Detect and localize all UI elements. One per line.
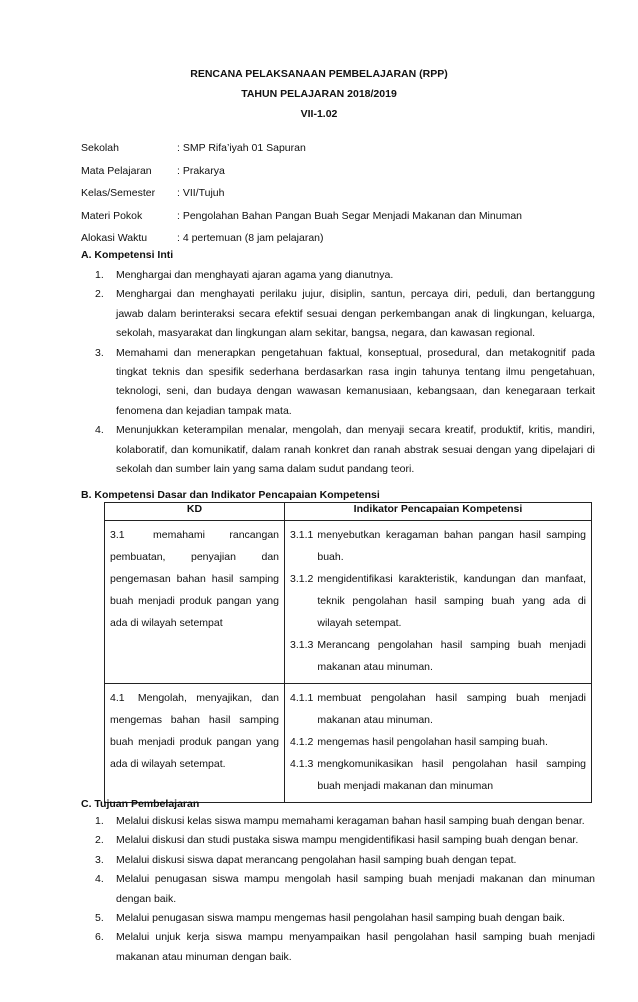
- info-row: [81, 141, 601, 164]
- document-code: VII-1.02: [300, 108, 338, 120]
- list-item: [95, 421, 595, 479]
- indicator-number: 4.1.3: [290, 758, 314, 770]
- list-item-number: 4.: [95, 424, 104, 437]
- kd-number: 4.1: [110, 692, 125, 704]
- indicator-number: 3.1.3: [290, 639, 314, 651]
- indicator-text: mengemas hasil pengolahan hasil samping buah.: [317, 736, 548, 748]
- info-value: : 4 pertemuan (8 jam pelajaran): [177, 232, 324, 244]
- info-row: [81, 186, 601, 209]
- kd-description: Mengolah, menyajikan, dan mengemas bahan hasil samping buah menjadi produk pangan yang ada di wilayah setempat.: [110, 692, 280, 770]
- list-item-number: 5.: [95, 912, 104, 925]
- indicator-text: menyebutkan keragaman bahan pangan hasil samping buah.: [317, 529, 586, 563]
- kompetensi-table: [104, 502, 592, 803]
- list-item-text: Menunjukkan keterampilan menalar, mengolah, dan menyaji secara kreatif, produktif, kritis, mandiri, kolaboratif, dan komunikatif, dalam ranah konkret dan ranah abstrak sesuai dengan yang dipelajari di sekolah dan sumber lain yang sama dalam sudut pandang teori.: [116, 424, 595, 476]
- kd-number: 3.1: [110, 529, 125, 541]
- list-item-number: 6.: [95, 931, 104, 944]
- list-item-number: 3.: [95, 853, 104, 866]
- column-header-indikator: Indikator Pencapaian Kompetensi: [285, 503, 592, 521]
- list-item-text: Melalui penugasan siswa mampu mengolah hasil samping buah menjadi makanan dan minuman dengan baik.: [116, 873, 595, 905]
- list-item-number: 3.: [95, 346, 104, 359]
- info-label: Kelas/Semester: [81, 187, 156, 199]
- indicator-number: 4.1.2: [290, 736, 314, 748]
- list-item: [95, 266, 595, 285]
- list-item: [95, 344, 595, 422]
- kd-text: [110, 524, 279, 634]
- section-title-kompetensi-inti: A. Kompetensi Inti: [81, 249, 174, 261]
- indicator-item: [290, 568, 586, 634]
- info-value: : Prakarya: [177, 164, 225, 177]
- list-item: [95, 831, 595, 850]
- info-row: [81, 164, 601, 187]
- list-item-number: 1.: [95, 269, 104, 281]
- indicator-text: membuat pengolahan hasil samping buah menjadi makanan atau minuman.: [317, 692, 586, 726]
- list-item-text: Melalui diskusi dan studi pustaka siswa mampu mengidentifikasi hasil samping buah dengan benar.: [116, 834, 579, 847]
- list-item: [95, 909, 595, 928]
- info-label: Mata Pelajaran: [81, 164, 152, 177]
- indicator-cell: [285, 521, 592, 684]
- info-label: Alokasi Waktu: [81, 232, 148, 244]
- list-item: [95, 285, 595, 343]
- table-row: [105, 521, 592, 684]
- kd-description: memahami rancangan pembuatan, penyajian dan pengemasan bahan hasil samping buah menjadi produk pangan yang ada di wilayah setempat: [110, 529, 279, 629]
- list-item-text: Melalui diskusi siswa dapat merancang pengolahan hasil samping buah dengan tepat.: [116, 853, 517, 866]
- indicator-text: mengidentifikasi karakteristik, kandungan dan manfaat, teknik pengolahan hasil samping buah yang ada di wilayah setempat.: [317, 573, 586, 629]
- indicator-text: Merancang pengolahan hasil samping buah menjadi makanan atau minuman.: [317, 639, 586, 673]
- indicator-item: [290, 753, 586, 797]
- kompetensi-inti-list: [95, 266, 595, 479]
- section-title-tujuan: C. Tujuan Pembelajaran: [81, 798, 200, 810]
- info-row: [81, 209, 601, 232]
- info-label: Materi Pokok: [81, 209, 143, 222]
- info-value: : Pengolahan Bahan Pangan Buah Segar Menjadi Makanan dan Minuman: [177, 209, 522, 222]
- indicator-item: [290, 634, 586, 678]
- list-item-text: Memahami dan menerapkan pengetahuan faktual, konseptual, prosedural, dan metakognitif pada tingkat teknis dan spesifik sederhana berdasarkan rasa ingin tahunya tentang ilmu pengetahuan, teknologi, seni, dan budaya dengan wawasan kemanusiaan, kebangsaan, dan kenegaraan terkait fenomena dan kejadian tampak mata.: [116, 346, 595, 417]
- kd-cell: [105, 521, 285, 684]
- list-item: [95, 928, 595, 967]
- list-item: [95, 851, 595, 870]
- tujuan-list: [95, 812, 595, 967]
- identity-block: [81, 141, 601, 254]
- list-item: [95, 870, 595, 909]
- indicator-number: 3.1.2: [290, 573, 314, 585]
- column-header-kd: KD: [105, 503, 285, 521]
- indicator-item: [290, 731, 586, 753]
- list-item-text: Melalui penugasan siswa mampu mengemas hasil pengolahan hasil samping buah dengan baik.: [116, 912, 565, 925]
- kd-text: [110, 687, 279, 775]
- list-item-number: 2.: [95, 834, 104, 847]
- info-value: : VII/Tujuh: [177, 187, 225, 199]
- indicator-number: 3.1.1: [290, 529, 314, 541]
- list-item-number: 2.: [95, 288, 104, 301]
- list-item-text: Menghargai dan menghayati perilaku jujur, disiplin, santun, percaya diri, peduli, dan bertanggung jawab dalam berinteraksi secara efektif sesuai dengan perkembangan anak di lingkungan, keluarga, sekolah, masyarakat dan lingkungan alam sekitar, bangsa, negara, dan kawasan regional.: [116, 288, 595, 340]
- list-item-number: 4.: [95, 873, 104, 886]
- info-value: : SMP Rifa’iyah 01 Sapuran: [177, 142, 306, 154]
- indicator-item: [290, 687, 586, 731]
- indicator-cell: [285, 684, 592, 803]
- list-item-number: 1.: [95, 815, 104, 827]
- indicator-number: 4.1.1: [290, 692, 314, 704]
- table-header-row: [105, 503, 592, 521]
- list-item-text: Melalui unjuk kerja siswa mampu menyampaikan hasil pengolahan hasil samping buah menjadi makanan atau minuman dengan baik.: [116, 931, 595, 963]
- list-item-text: Menghargai dan menghayati ajaran agama yang dianutnya.: [116, 269, 394, 281]
- kd-cell: [105, 684, 285, 803]
- table-row: [105, 684, 592, 803]
- info-label: Sekolah: [81, 142, 119, 154]
- indicator-text: mengkomunikasikan hasil pengolahan hasil samping buah menjadi makanan dan minuman: [317, 758, 586, 792]
- list-item: [95, 812, 595, 831]
- academic-year: TAHUN PELAJARAN 2018/2019: [241, 88, 397, 100]
- indicator-item: [290, 524, 586, 568]
- list-item-text: Melalui diskusi kelas siswa mampu memahami keragaman bahan hasil samping buah dengan benar.: [116, 815, 585, 827]
- document-title: RENCANA PELAKSANAAN PEMBELAJARAN (RPP): [190, 68, 448, 80]
- section-title-kompetensi-dasar: B. Kompetensi Dasar dan Indikator Pencapaian Kompetensi: [81, 489, 380, 501]
